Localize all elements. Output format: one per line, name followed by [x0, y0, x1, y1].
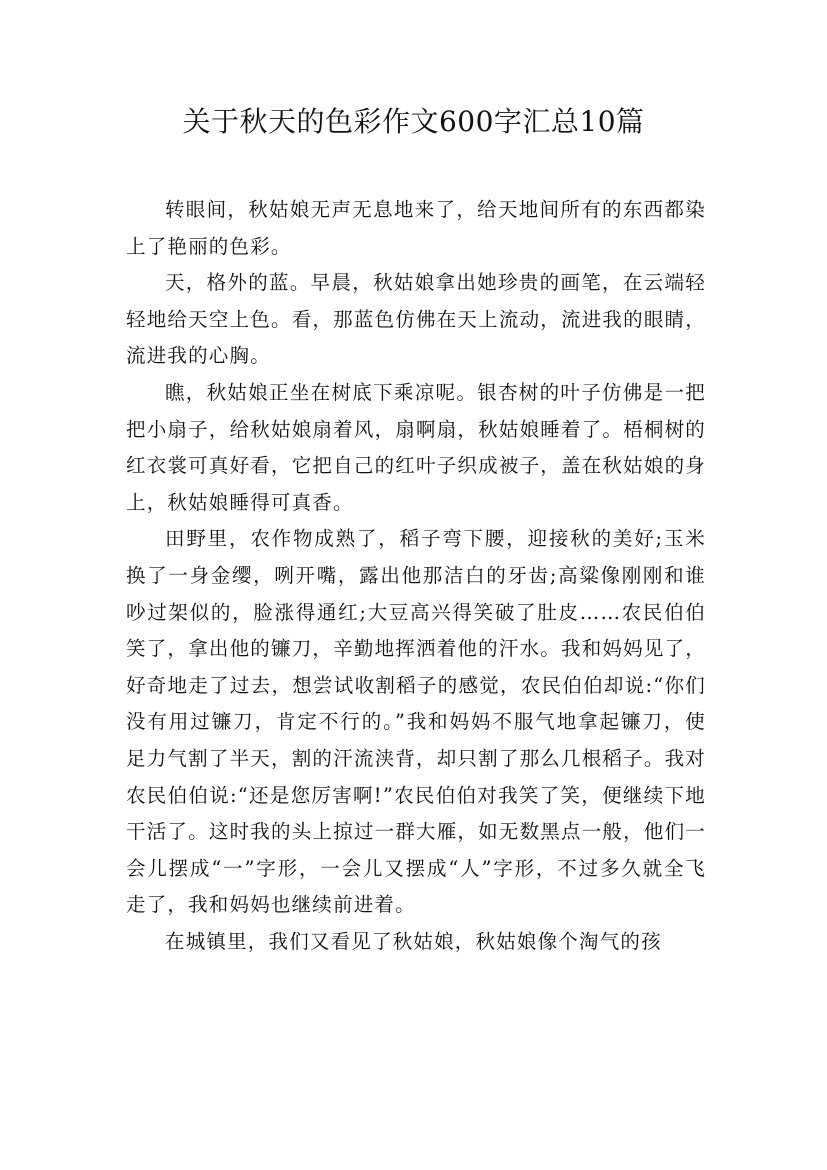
paragraph: 转眼间，秋姑娘无声无息地来了，给天地间所有的东西都染上了艳丽的色彩。	[126, 198, 706, 258]
paragraph: 在城镇里，我们又看见了秋姑娘，秋姑娘像个淘气的孩	[165, 929, 662, 953]
paragraph: 田野里，农作物成熟了，稻子弯下腰，迎接秋的美好;玉米换了一身金缨，咧开嘴，露出他那洁白的牙齿;高粱像刚刚和谁吵过架似的，脸涨得通红;大豆高兴得笑破了肚皮……农民伯伯笑了，拿出他的镰刀，辛勤地挥洒着他的汗水。我和妈妈见了，好奇地走了过去，想尝试收割稻子的感觉，农民伯伯却说:“你们没有用过镰刀，肯定不行的。”我和妈妈不服气地拿起镰刀，使足力气割了半天，割的汗流浃背，却只割了那么几根稻子。我对农民伯伯说:“还是您厉害啊!”农民伯伯对我笑了笑，便继续下地干活了。这时我的头上掠过一群大雁，如无数黑点一般，他们一会儿摆成“一”字形，一会儿又摆成“人”字形，不过多久就全飞走了，我和妈妈也继续前进着。	[126, 527, 706, 917]
document-title: 关于秋天的色彩作文600字汇总10篇	[182, 105, 645, 138]
document-body	[126, 192, 706, 960]
paragraph: 天，格外的蓝。早晨，秋姑娘拿出她珍贵的画笔，在云端轻轻地给天空上色。看，那蓝色仿佛在天上流动，流进我的眼睛，流进我的心胸。	[126, 271, 706, 368]
paragraph: 瞧，秋姑娘正坐在树底下乘凉呢。银杏树的叶子仿佛是一把把小扇子，给秋姑娘扇着风，扇啊扇，秋姑娘睡着了。梧桐树的红衣裳可真好看，它把自己的红叶子织成被子，盖在秋姑娘的身上，秋姑娘睡得可真香。	[126, 380, 706, 514]
